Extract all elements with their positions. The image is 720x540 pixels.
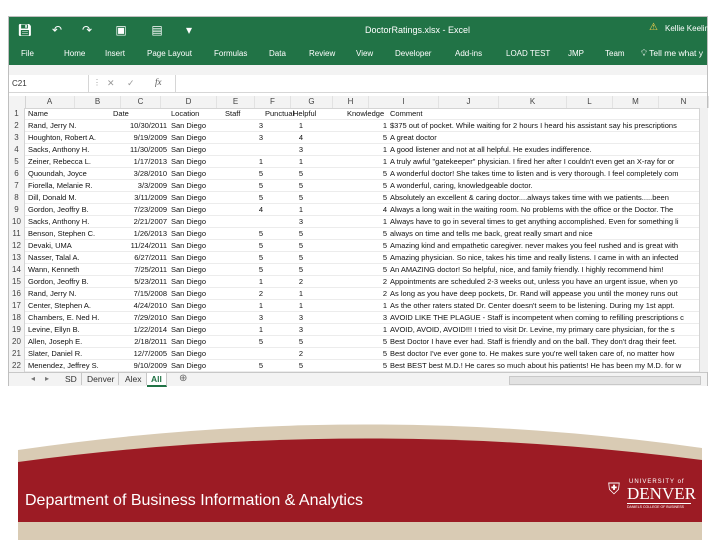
window-title: DoctorRatings.xlsx - Excel xyxy=(365,25,471,35)
column-header[interactable]: E xyxy=(217,96,255,108)
row-header[interactable]: 10 xyxy=(9,216,25,228)
table-cell[interactable]: 5 xyxy=(382,133,387,142)
table-cell[interactable]: 2/21/2007 xyxy=(133,217,167,226)
formula-input[interactable] xyxy=(175,75,706,92)
table-cell[interactable]: Nasser, Talal A. xyxy=(28,253,80,262)
table-cell[interactable]: San Diego xyxy=(171,157,207,166)
cancel-icon[interactable]: ✕ xyxy=(107,78,115,88)
tab-home[interactable]: Home xyxy=(64,49,86,58)
tab-data[interactable]: Data xyxy=(269,49,286,58)
table-cell[interactable]: 1 xyxy=(382,145,387,154)
more-icon: ⋮ xyxy=(93,78,101,87)
tab-formulas[interactable]: Formulas xyxy=(214,49,248,58)
column-header[interactable]: B xyxy=(75,96,121,108)
table-cell[interactable]: An AMAZING doctor! So helpful, nice, and family friendly. I highly recommend him! xyxy=(390,265,664,274)
row-header[interactable]: 20 xyxy=(9,336,25,348)
table-cell[interactable] xyxy=(231,348,263,359)
vertical-scrollbar[interactable] xyxy=(699,108,708,372)
row-header[interactable]: 9 xyxy=(9,204,25,216)
table-cell[interactable]: 1 xyxy=(382,217,387,226)
table-cell[interactable]: 5 xyxy=(382,229,387,238)
row-header[interactable]: 15 xyxy=(9,276,25,288)
table-cell[interactable]: San Diego xyxy=(171,217,207,226)
table-row xyxy=(9,132,707,144)
table-cell[interactable]: 11/30/2005 xyxy=(130,145,167,154)
table-cell[interactable]: 2 xyxy=(298,277,303,286)
table-cell[interactable]: AVOID, AVOID, AVOID!!! I tried to visit Dr. Levine, my primary care physician, for the s xyxy=(390,325,675,334)
header-cell[interactable]: Staff xyxy=(225,109,241,118)
table-cell[interactable]: 9/10/2009 xyxy=(133,361,167,370)
table-cell[interactable]: 3 xyxy=(258,313,263,322)
logo-tagline: DANIELS COLLEGE OF BUSINESS xyxy=(627,505,684,509)
table-cell[interactable]: 1 xyxy=(258,301,263,310)
table-cell[interactable]: Dill, Donald M. xyxy=(28,193,77,202)
table-cell[interactable]: 1 xyxy=(258,157,263,166)
row-header[interactable]: 12 xyxy=(9,240,25,252)
table-cell[interactable]: 7/25/2011 xyxy=(134,265,167,274)
row-header[interactable]: 21 xyxy=(9,348,25,360)
tab-developer[interactable]: Developer xyxy=(395,49,432,58)
table-cell[interactable]: 2 xyxy=(382,289,387,298)
table-cell[interactable]: 1/22/2014 xyxy=(133,325,167,334)
insert-function-button[interactable]: fx xyxy=(155,77,162,87)
column-header[interactable]: N xyxy=(659,96,709,108)
table-cell[interactable]: 4 xyxy=(382,205,387,214)
table-cell[interactable]: Always have to go in several times to get anything accomplished. Even for something li xyxy=(390,217,679,226)
table-row xyxy=(9,156,707,168)
table-cell[interactable]: 5/23/2011 xyxy=(134,277,167,286)
name-box[interactable]: C21 xyxy=(9,75,89,92)
table-cell[interactable]: Devaki, UMA xyxy=(28,241,72,250)
table-cell[interactable]: 5 xyxy=(258,253,263,262)
logo-university-text: UNIVERSITY of xyxy=(629,479,685,485)
column-header[interactable]: M xyxy=(613,96,659,108)
table-cell[interactable]: 1 xyxy=(298,121,303,130)
sheet-tab-sd[interactable]: SD xyxy=(61,373,82,385)
table-cell[interactable]: Houghton, Robert A. xyxy=(28,133,96,142)
column-header[interactable]: I xyxy=(369,96,439,108)
table-cell[interactable]: San Diego xyxy=(171,253,207,262)
table-cell[interactable]: always on time and tells me back, great really smart and nice xyxy=(390,229,593,238)
table-cell[interactable]: Chambers, E. Ned H. xyxy=(28,313,100,322)
row-header[interactable]: 1 xyxy=(9,108,25,120)
table-cell[interactable]: 2 xyxy=(298,349,303,358)
table-cell[interactable]: 5 xyxy=(258,193,263,202)
table-cell[interactable]: Amazing kind and empathetic caregiver. never makes you feel rushed and is great with xyxy=(390,241,679,250)
table-cell[interactable]: 5 xyxy=(382,193,387,202)
table-row xyxy=(9,336,707,348)
table-cell[interactable]: 5 xyxy=(382,349,387,358)
table-cell[interactable]: As long as you have deep pockets, Dr. Rand will appease you until the money runs out xyxy=(390,289,678,298)
table-cell[interactable]: San Diego xyxy=(171,265,207,274)
row-header[interactable]: 22 xyxy=(9,360,25,372)
table-cell[interactable]: 5 xyxy=(382,337,387,346)
table-cell[interactable]: 1 xyxy=(382,121,387,130)
table-row xyxy=(9,288,707,300)
table-cell[interactable]: 11/24/2011 xyxy=(130,241,167,250)
table-cell[interactable]: San Diego xyxy=(171,205,207,214)
table-cell[interactable]: Sacks, Anthony H. xyxy=(28,217,90,226)
table-cell[interactable]: 3/28/2010 xyxy=(133,169,167,178)
table-cell[interactable]: 1 xyxy=(298,289,303,298)
row-header[interactable]: 3 xyxy=(9,132,25,144)
table-cell[interactable]: San Diego xyxy=(171,325,207,334)
table-cell[interactable]: A truly awful "gatekeeper" physician. I fired her after I couldn't even get an X-ray for or xyxy=(390,157,675,166)
tab-review[interactable]: Review xyxy=(309,49,336,58)
table-cell[interactable]: 1 xyxy=(382,301,387,310)
sheet-tab-alex[interactable]: Alex xyxy=(121,373,147,385)
table-cell[interactable]: 7/23/2009 xyxy=(133,205,167,214)
table-cell[interactable]: San Diego xyxy=(171,193,207,202)
table-cell[interactable]: 7/29/2010 xyxy=(133,313,167,322)
table-row xyxy=(9,108,707,120)
row-header[interactable]: 17 xyxy=(9,300,25,312)
table-cell[interactable]: 5 xyxy=(298,229,303,238)
table-cell[interactable]: Benson, Stephen C. xyxy=(28,229,96,238)
table-cell[interactable]: 1 xyxy=(298,157,303,166)
table-cell[interactable]: 4 xyxy=(298,133,303,142)
footer-band xyxy=(0,410,720,540)
table-row xyxy=(9,348,707,360)
column-header[interactable]: H xyxy=(333,96,369,108)
table-cell[interactable]: Fiorella, Melanie R. xyxy=(28,181,93,190)
table-cell[interactable]: 3/11/2009 xyxy=(134,193,167,202)
table-cell[interactable]: 5 xyxy=(298,337,303,346)
table-cell[interactable]: San Diego xyxy=(171,361,207,370)
table-cell[interactable]: Appointments are scheduled 2-3 weeks out, unless you have an urgent issue, when yo xyxy=(390,277,678,286)
enter-icon[interactable]: ✓ xyxy=(127,78,135,88)
table-cell[interactable]: AVOID LIKE THE PLAGUE - Staff is incompetent when coming to refilling prescriptions c xyxy=(390,313,684,322)
column-header[interactable]: G xyxy=(291,96,333,108)
row-header[interactable]: 13 xyxy=(9,252,25,264)
table-cell[interactable] xyxy=(231,144,263,155)
select-all-corner[interactable] xyxy=(9,96,26,108)
shield-icon: ⛨ xyxy=(607,481,620,498)
table-cell[interactable]: 10/30/2011 xyxy=(130,121,167,130)
table-row xyxy=(9,360,707,372)
row-header[interactable]: 14 xyxy=(9,264,25,276)
table-cell[interactable]: Rand, Jerry N. xyxy=(28,121,77,130)
formula-bar xyxy=(9,75,707,93)
table-cell[interactable]: 3 xyxy=(258,121,263,130)
table-cell[interactable]: 9/19/2009 xyxy=(133,133,167,142)
row-header[interactable]: 19 xyxy=(9,324,25,336)
table-cell[interactable]: 12/7/2005 xyxy=(133,349,167,358)
row-header[interactable]: 6 xyxy=(9,168,25,180)
table-cell[interactable]: 1 xyxy=(258,277,263,286)
table-cell[interactable]: San Diego xyxy=(171,169,207,178)
horizontal-scrollbar[interactable] xyxy=(509,376,701,385)
table-cell[interactable]: 1/26/2013 xyxy=(133,229,167,238)
table-row xyxy=(9,276,707,288)
table-cell[interactable]: 1 xyxy=(298,205,303,214)
table-cell[interactable]: Amazing physician. So nice, takes his time and really listens. I came in with an infected xyxy=(390,253,679,262)
column-header[interactable]: F xyxy=(255,96,291,108)
table-cell[interactable]: 3 xyxy=(298,217,303,226)
row-header[interactable]: 11 xyxy=(9,228,25,240)
table-cell[interactable]: 1 xyxy=(258,325,263,334)
table-cell[interactable]: Allen, Joseph E. xyxy=(28,337,83,346)
table-row xyxy=(9,204,707,216)
sheet-tab-all[interactable]: All xyxy=(147,373,167,387)
table-cell[interactable]: 5 xyxy=(298,361,303,370)
table-cell[interactable]: San Diego xyxy=(171,301,207,310)
table-cell[interactable]: San Diego xyxy=(171,337,207,346)
table-row xyxy=(9,144,707,156)
table-cell[interactable]: Menendez, Jeffrey S. xyxy=(28,361,99,370)
table-row xyxy=(9,324,707,336)
row-header[interactable]: 4 xyxy=(9,144,25,156)
header-cell[interactable]: Knowledge xyxy=(347,109,385,118)
table-cell[interactable]: Gordon, Jeoffry B. xyxy=(28,205,89,214)
tab-insert[interactable]: Insert xyxy=(105,49,126,58)
open-icon[interactable]: ▤ xyxy=(151,23,163,37)
table-row xyxy=(9,264,707,276)
table-cell[interactable]: San Diego xyxy=(171,349,207,358)
table-cell[interactable]: $375 out of pocket. While waiting for 2 hours I heard his assistant say his prescriptions xyxy=(390,121,677,130)
table-cell[interactable]: Wann, Kenneth xyxy=(28,265,80,274)
table-cell[interactable]: Best doctor I've ever gone to. He makes sure you're well taken care of, no matter how xyxy=(390,349,675,358)
table-cell[interactable]: 5 xyxy=(258,265,263,274)
table-cell[interactable]: San Diego xyxy=(171,145,207,154)
add-sheet-icon[interactable]: ⊕ xyxy=(179,373,188,384)
table-cell[interactable]: Zeiner, Rebecca L. xyxy=(28,157,91,166)
table-cell[interactable]: Best Doctor I have ever had. Staff is friendly and on the ball. They don't drag their feet. xyxy=(390,337,677,346)
table-cell[interactable]: 5 xyxy=(382,253,387,262)
header-cell[interactable]: Punctual xyxy=(265,109,295,118)
logo-denver-text: DENVER xyxy=(627,484,696,503)
table-cell[interactable]: 5 xyxy=(382,361,387,370)
tab-file[interactable]: File xyxy=(21,49,34,58)
table-cell[interactable]: 4/24/2010 xyxy=(133,301,167,310)
table-cell[interactable]: 4 xyxy=(258,205,263,214)
table-row xyxy=(9,216,707,228)
table-cell[interactable]: 1 xyxy=(382,325,387,334)
ribbon-tabs xyxy=(9,43,707,65)
table-cell[interactable]: 5 xyxy=(258,229,263,238)
sheet-tab-bar xyxy=(9,372,707,386)
table-cell[interactable]: 3 xyxy=(382,313,387,322)
table-cell[interactable]: 5 xyxy=(298,181,303,190)
column-header[interactable]: L xyxy=(567,96,613,108)
tab-team[interactable]: Team xyxy=(605,49,625,58)
column-header[interactable]: D xyxy=(161,96,217,108)
table-cell[interactable]: 2/18/2011 xyxy=(134,337,167,346)
table-row xyxy=(9,192,707,204)
tab-add-ins[interactable]: Add-ins xyxy=(455,49,483,58)
redo-icon[interactable]: ↷ xyxy=(81,23,93,37)
header-cell[interactable]: Name xyxy=(28,109,49,118)
table-cell[interactable]: Always a long wait in the waiting room. No problems with the office or the Doctor. The xyxy=(390,205,674,214)
save-icon[interactable]: 💾︎ xyxy=(17,23,33,37)
table-row xyxy=(9,120,707,132)
column-header[interactable]: J xyxy=(439,96,499,108)
row-header[interactable]: 7 xyxy=(9,180,25,192)
logo-divider xyxy=(627,503,691,504)
table-cell[interactable]: San Diego xyxy=(171,277,207,286)
table-cell[interactable] xyxy=(231,216,263,227)
next-sheet-arrow-icon[interactable]: ▸ xyxy=(45,374,50,383)
table-cell[interactable]: 5 xyxy=(298,241,303,250)
table-row xyxy=(9,252,707,264)
prev-sheet-arrow-icon[interactable]: ◂ xyxy=(31,374,36,383)
table-row xyxy=(9,300,707,312)
table-cell[interactable]: 1 xyxy=(298,301,303,310)
quick-access-icon[interactable]: ▣ xyxy=(115,23,127,37)
table-cell[interactable]: 5 xyxy=(258,337,263,346)
table-cell[interactable]: A great doctor xyxy=(390,133,437,142)
table-cell[interactable]: 1 xyxy=(382,157,387,166)
table-cell[interactable]: Rand, Jerry N. xyxy=(28,289,77,298)
table-cell[interactable]: San Diego xyxy=(171,121,207,130)
customize-qat-icon[interactable]: ▾ xyxy=(185,23,193,37)
table-cell[interactable]: 1/17/2013 xyxy=(133,157,167,166)
table-cell[interactable]: 5 xyxy=(258,181,263,190)
table-cell[interactable]: 5 xyxy=(298,253,303,262)
tell-me-label: Tell me what y xyxy=(649,48,704,58)
table-cell[interactable]: San Diego xyxy=(171,313,207,322)
header-cell[interactable]: Date xyxy=(113,109,129,118)
header-cell[interactable]: Location xyxy=(171,109,200,118)
table-cell[interactable]: A good listener and not at all helpful. He exudes indifference. xyxy=(390,145,592,154)
table-cell[interactable]: San Diego xyxy=(171,229,207,238)
table-cell[interactable]: San Diego xyxy=(171,133,207,142)
tab-load-test[interactable]: LOAD TEST xyxy=(506,49,551,58)
header-cell[interactable]: Helpful xyxy=(293,109,317,118)
department-name: Department of Business Information & Analytics xyxy=(25,492,363,509)
column-header[interactable]: C xyxy=(121,96,161,108)
table-cell[interactable]: 2 xyxy=(258,289,263,298)
table-cell[interactable]: 5 xyxy=(258,361,263,370)
cell-grid[interactable] xyxy=(9,108,707,372)
table-cell[interactable]: 5 xyxy=(258,241,263,250)
title-bar xyxy=(9,17,714,43)
table-cell[interactable]: 6/27/2011 xyxy=(134,253,167,262)
table-cell[interactable]: Absolutely an excellent & caring doctor....always takes time with we patients.....been xyxy=(390,193,669,202)
table-row xyxy=(9,228,707,240)
table-cell[interactable]: San Diego xyxy=(171,241,207,250)
table-cell[interactable]: 5 xyxy=(382,181,387,190)
table-row xyxy=(9,240,707,252)
warning-icon: ⚠ xyxy=(649,22,658,33)
table-cell[interactable]: Center, Stephen A. xyxy=(28,301,91,310)
table-row xyxy=(9,312,707,324)
table-row xyxy=(9,180,707,192)
table-cell[interactable]: Slater, Daniel R. xyxy=(28,349,83,358)
table-cell[interactable]: 3 xyxy=(298,313,303,322)
user-name[interactable]: Kellie Keeling xyxy=(665,24,714,33)
row-header[interactable]: 5 xyxy=(9,156,25,168)
table-cell[interactable]: A wonderful doctor! She takes time to listen and is very thorough. I feel completely com xyxy=(390,169,679,178)
table-cell[interactable]: Gordon, Jeoffry B. xyxy=(28,277,89,286)
table-cell[interactable]: 7/15/2008 xyxy=(133,289,167,298)
table-cell[interactable]: Quoundah, Joyce xyxy=(28,169,87,178)
table-cell[interactable]: A wonderful, caring, knowledgeable doctor. xyxy=(390,181,533,190)
table-cell[interactable]: 5 xyxy=(298,169,303,178)
tab-view[interactable]: View xyxy=(356,49,374,58)
header-cell[interactable]: Comment xyxy=(390,109,423,118)
tab-jmp[interactable]: JMP xyxy=(568,49,584,58)
table-cell[interactable]: 5 xyxy=(382,169,387,178)
table-row xyxy=(9,168,707,180)
table-cell[interactable]: 3 xyxy=(258,133,263,142)
table-cell[interactable]: 5 xyxy=(298,193,303,202)
column-header[interactable]: K xyxy=(499,96,567,108)
tell-me-search[interactable] xyxy=(641,48,703,59)
table-cell[interactable]: Levine, Ellyn B. xyxy=(28,325,80,334)
row-header[interactable]: 18 xyxy=(9,312,25,324)
table-cell[interactable]: Sacks, Anthony H. xyxy=(28,145,90,154)
table-cell[interactable]: 5 xyxy=(382,241,387,250)
table-cell[interactable]: 5 xyxy=(258,169,263,178)
university-logo xyxy=(603,478,695,512)
table-cell[interactable]: San Diego xyxy=(171,181,207,190)
table-cell[interactable]: 2 xyxy=(382,277,387,286)
excel-window xyxy=(8,16,714,386)
row-header[interactable]: 16 xyxy=(9,288,25,300)
table-cell[interactable]: 5 xyxy=(298,265,303,274)
undo-icon[interactable]: ↶ xyxy=(51,23,63,37)
table-cell[interactable]: Best BEST best M.D.! He cares so much about his patients! He has been my M.D. for w xyxy=(390,361,682,370)
table-cell[interactable]: 3/3/2009 xyxy=(137,181,167,190)
table-cell[interactable]: 3 xyxy=(298,325,303,334)
row-header[interactable]: 2 xyxy=(9,120,25,132)
sheet-tab-denver[interactable]: Denver xyxy=(83,373,119,385)
tab-page-layout[interactable]: Page Layout xyxy=(147,49,192,58)
table-cell[interactable]: As the other raters stated Dr. Center doesn't seem to be listening. During my 1st appt. xyxy=(390,301,675,310)
table-cell[interactable]: 5 xyxy=(382,265,387,274)
row-header[interactable]: 8 xyxy=(9,192,25,204)
column-header[interactable]: A xyxy=(25,96,75,108)
table-cell[interactable]: 3 xyxy=(298,145,303,154)
table-cell[interactable]: San Diego xyxy=(171,289,207,298)
lightbulb-icon: 💡︎ xyxy=(641,48,647,58)
